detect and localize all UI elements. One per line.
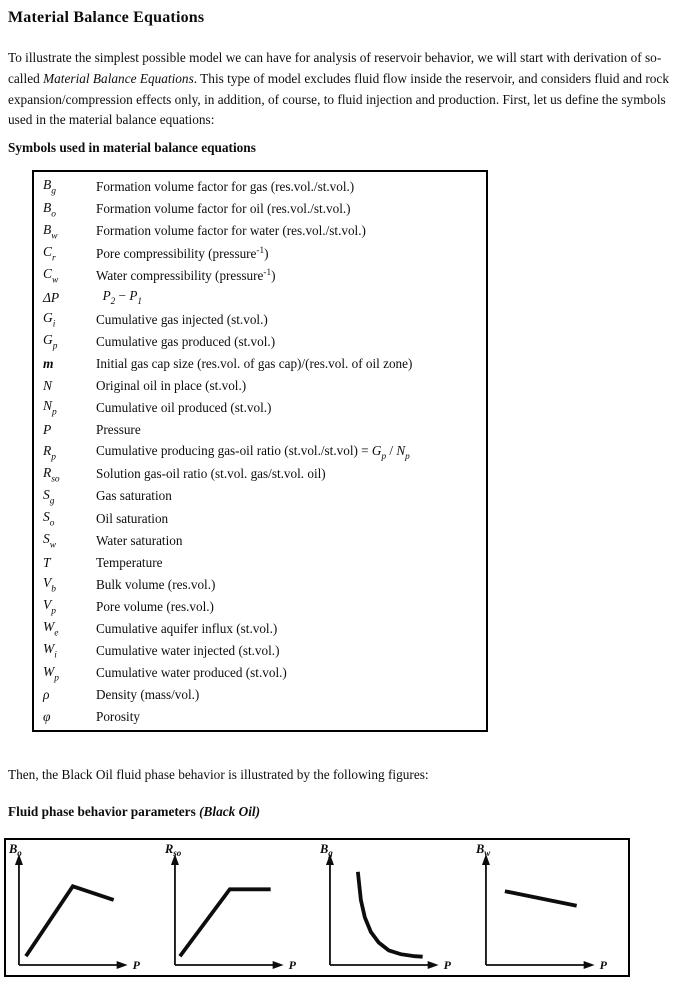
text-segment: Pore volume (res.vol.) <box>96 598 214 614</box>
symbol-cell <box>34 509 96 528</box>
text-segment: p <box>52 407 57 418</box>
text-segment: To illustrate the simplest possible model we can have for analysis of reservoir behavior, we will start with derivation of so-called <box>8 50 662 86</box>
symbol-cell <box>34 443 96 462</box>
data-curve <box>179 889 270 956</box>
table-row <box>34 485 486 507</box>
text-segment: W <box>43 619 55 635</box>
text-segment: N <box>396 443 406 459</box>
y-axis-label: $B_w$ <box>475 841 490 858</box>
text-segment: e <box>54 628 59 639</box>
table-row <box>34 419 486 441</box>
table-row <box>34 684 486 706</box>
text-segment: 1 <box>137 296 142 307</box>
text-segment: Material Balance Equations <box>43 70 194 86</box>
text-segment: N <box>43 377 53 393</box>
text-segment: Cumulative producing gas-oil ratio (st.vol./st.vol) = <box>96 443 372 459</box>
text-segment: V <box>43 575 52 591</box>
text-segment: P <box>43 422 52 438</box>
symbol-cell <box>34 465 96 484</box>
text-segment: S <box>43 508 50 524</box>
data-curve <box>26 886 114 956</box>
symbol-cell <box>34 200 96 219</box>
text-segment: G <box>43 332 53 348</box>
description-cell <box>96 488 486 504</box>
table-row <box>34 507 486 529</box>
description-cell <box>96 709 486 725</box>
table-row <box>34 331 486 353</box>
text-segment: Formation volume factor for oil (res.vol./st.vol.) <box>96 201 351 217</box>
text-segment: Pressure <box>96 422 141 438</box>
text-segment: p <box>54 672 59 683</box>
text-segment: -1 <box>263 266 272 277</box>
text-segment: ) <box>271 268 276 283</box>
x-axis-label: P <box>288 957 296 972</box>
text-segment: B <box>43 221 52 237</box>
symbol-cell <box>34 531 96 550</box>
text-segment: Oil saturation <box>96 510 169 526</box>
chart-canvas <box>162 840 318 975</box>
text-segment: ) <box>264 245 269 261</box>
symbol-cell <box>34 555 96 571</box>
intro-paragraph <box>8 48 680 130</box>
text-segment: R <box>43 442 52 458</box>
text-segment: Formation volume factor for gas (res.vol./st.vol.) <box>96 179 355 195</box>
chart-canvas <box>473 840 629 975</box>
x-axis-arrow-icon <box>428 961 439 969</box>
text-segment: so <box>51 473 60 484</box>
description-cell <box>96 334 486 350</box>
data-curve <box>358 872 423 957</box>
x-axis-arrow-icon <box>117 961 128 969</box>
table-row <box>34 441 486 463</box>
text-segment: Solution gas-oil ratio (st.vol. gas/st.vol. oil) <box>96 466 326 482</box>
description-cell <box>96 555 486 571</box>
text-segment: S <box>43 530 50 546</box>
symbol-cell <box>34 597 96 616</box>
text-segment: Cumulative aquifer influx (st.vol.) <box>96 620 278 636</box>
text-segment: V <box>43 597 52 613</box>
description-cell <box>96 599 486 615</box>
text-segment: Density (mass/vol.) <box>96 687 200 703</box>
text-segment: p <box>381 451 387 462</box>
text-segment: Cumulative oil produced (st.vol.) <box>96 400 272 416</box>
symbols-table <box>32 170 488 732</box>
symbol-cell <box>34 687 96 703</box>
text-segment: T <box>43 554 51 570</box>
text-segment: p <box>405 451 410 462</box>
table-row <box>34 198 486 220</box>
symbol-cell <box>34 177 96 196</box>
x-axis-label: P <box>132 957 140 972</box>
text-segment: W <box>43 663 55 679</box>
description-cell <box>96 466 486 482</box>
text-segment: B <box>43 199 52 215</box>
text-segment: o <box>51 208 56 219</box>
text-segment: Pore compressibility (pressure <box>96 245 257 261</box>
text-segment: N <box>43 398 53 414</box>
description-cell <box>96 288 486 306</box>
text-segment: Water compressibility (pressure <box>96 268 264 283</box>
description-cell <box>96 378 486 394</box>
description-cell <box>96 533 486 549</box>
text-segment: Gas saturation <box>96 488 172 504</box>
text-segment: p <box>51 451 56 462</box>
then-paragraph: Then, the Black Oil fluid phase behavior is illustrated by the following figures: <box>8 767 429 783</box>
table-row <box>34 375 486 397</box>
symbol-cell <box>34 290 96 306</box>
text-segment: Temperature <box>96 554 163 570</box>
text-segment: Water saturation <box>96 532 183 548</box>
symbol-cell <box>34 709 96 725</box>
description-cell <box>96 245 486 262</box>
description-cell <box>96 511 486 527</box>
table-row <box>34 176 486 198</box>
description-cell <box>96 179 486 195</box>
text-segment: Fluid phase behavior parameters <box>8 803 200 819</box>
symbol-cell <box>34 398 96 417</box>
y-axis-label: $B_o$ <box>8 841 22 858</box>
text-segment: Porosity <box>96 709 140 725</box>
x-axis-label: P <box>443 957 451 972</box>
chart-canvas <box>6 840 162 975</box>
text-segment: Bulk volume (res.vol.) <box>96 576 216 592</box>
y-axis-label: $R_{so}$ <box>164 841 181 858</box>
description-cell <box>96 621 486 637</box>
text-segment: Formation volume factor for water (res.vol./st.vol.) <box>96 223 366 239</box>
text-segment: w <box>51 230 58 241</box>
text-segment: − <box>115 288 130 304</box>
description-cell <box>96 577 486 593</box>
text-segment: C <box>43 265 53 281</box>
text-segment: (Black Oil) <box>199 803 261 819</box>
figure-heading <box>8 804 682 819</box>
text-segment: G <box>371 443 382 459</box>
text-segment: G <box>43 310 53 326</box>
symbol-cell <box>34 641 96 660</box>
table-row <box>34 264 486 286</box>
text-segment: o <box>49 518 55 529</box>
symbol-cell <box>34 332 96 351</box>
text-segment: R <box>43 464 52 480</box>
table-row <box>34 662 486 684</box>
description-cell <box>96 665 486 681</box>
chart-water-formation-volume-factor <box>473 840 629 975</box>
table-row <box>34 706 486 728</box>
data-curve <box>504 891 576 906</box>
x-axis-arrow-icon <box>583 961 594 969</box>
table-row <box>34 640 486 662</box>
table-row <box>34 220 486 242</box>
symbol-cell <box>34 310 96 329</box>
figure-box <box>4 838 630 977</box>
text-segment: b <box>51 584 56 595</box>
text-segment: i <box>52 319 56 330</box>
text-segment: Initial gas cap size (res.vol. of gas cap)/(res.vol. of oil zone) <box>96 355 413 371</box>
text-segment: g <box>49 496 55 507</box>
text-segment: Cumulative water injected (st.vol.) <box>96 643 280 659</box>
text-segment: w <box>52 275 59 286</box>
table-row <box>34 242 486 264</box>
symbol-cell <box>34 378 96 394</box>
x-axis-arrow-icon <box>272 961 283 969</box>
description-cell <box>96 422 486 438</box>
description-cell <box>96 443 486 461</box>
chart-solution-gas-oil-ratio <box>162 840 318 975</box>
text-segment <box>96 288 103 303</box>
symbol-cell <box>34 356 96 372</box>
text-segment: Cumulative water produced (st.vol.) <box>96 665 287 681</box>
table-row <box>34 530 486 552</box>
symbol-cell <box>34 222 96 241</box>
table-row <box>34 552 486 574</box>
table-row <box>34 287 486 309</box>
x-axis-label: P <box>599 957 607 972</box>
table-row <box>34 463 486 485</box>
table-row <box>34 618 486 640</box>
page-title: Material Balance Equations <box>8 9 205 26</box>
text-segment: P <box>102 288 111 304</box>
text-segment: / <box>386 443 397 459</box>
table-row <box>34 596 486 618</box>
text-segment: p <box>51 606 56 617</box>
table-row <box>34 397 486 419</box>
symbol-cell <box>34 266 96 285</box>
text-segment: 2 <box>110 296 116 307</box>
text-segment: . This type of model excludes fluid flow inside the reservoir, and considers fluid and rock expansion/compression effects only, in addition, of course, to fluid injection and production. First, let us define the symbols used in the material balance equations: <box>8 70 669 128</box>
text-segment: Cumulative gas injected (st.vol.) <box>96 311 268 327</box>
text-segment: w <box>49 540 57 551</box>
symbol-cell <box>34 422 96 438</box>
description-cell <box>96 400 486 416</box>
text-segment: Original oil in place (st.vol.) <box>96 377 247 393</box>
symbols-table-body <box>34 176 486 728</box>
y-axis-label: $B_g$ <box>319 841 333 858</box>
text-segment: g <box>51 186 56 197</box>
description-cell <box>96 687 486 703</box>
symbol-cell <box>34 575 96 594</box>
symbols-heading: Symbols used in material balance equations <box>8 139 256 155</box>
symbol-cell <box>34 619 96 638</box>
description-cell <box>96 356 486 372</box>
text-segment: W <box>43 641 55 657</box>
text-segment: Cumulative gas produced (st.vol.) <box>96 333 276 349</box>
symbol-cell <box>34 244 96 263</box>
description-cell <box>96 643 486 659</box>
description-cell <box>96 201 486 217</box>
text-segment: ρ <box>43 687 50 703</box>
symbol-cell <box>34 664 96 683</box>
table-row <box>34 574 486 596</box>
text-segment: m <box>43 355 54 371</box>
symbol-cell <box>34 487 96 506</box>
table-row <box>34 309 486 331</box>
text-segment: -1 <box>256 244 265 255</box>
text-segment: S <box>43 486 50 502</box>
text-segment: B <box>43 177 52 193</box>
chart-oil-formation-volume-factor <box>6 840 162 975</box>
text-segment: P <box>129 288 138 304</box>
text-segment: r <box>52 253 56 263</box>
text-segment: C <box>43 243 53 259</box>
description-cell <box>96 312 486 328</box>
description-cell <box>96 223 486 239</box>
text-segment: ΔP <box>43 289 60 305</box>
text-segment: p <box>52 341 58 352</box>
chart-gas-formation-volume-factor <box>317 840 473 975</box>
text-segment: φ <box>43 709 51 725</box>
table-row <box>34 353 486 375</box>
text-segment: i <box>54 650 57 661</box>
chart-canvas <box>317 840 473 975</box>
description-cell <box>96 267 486 284</box>
